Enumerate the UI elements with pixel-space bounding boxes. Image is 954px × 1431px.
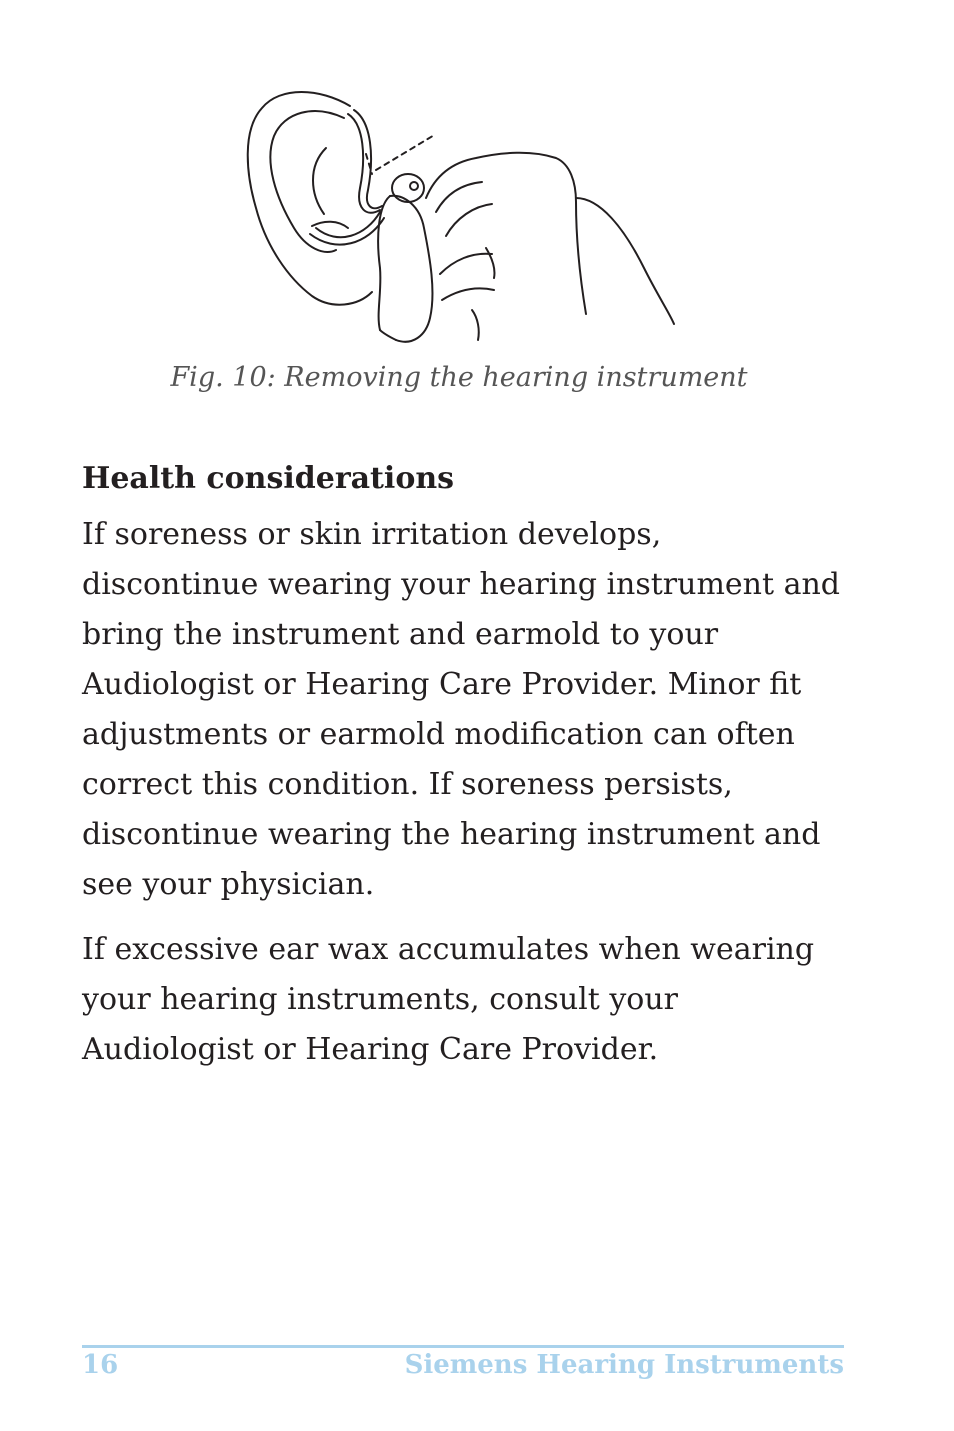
text-line: If soreness or skin irritation develops,: [82, 517, 662, 552]
text-line: discontinue wearing your hearing instrument and: [82, 567, 840, 602]
text-line: your hearing instruments, consult your: [82, 982, 679, 1017]
text-line: discontinue wearing the hearing instrument and: [82, 817, 821, 852]
footer-brand: Siemens Hearing Instruments: [404, 1350, 844, 1380]
text-line: Audiologist or Hearing Care Provider.: [82, 1032, 659, 1067]
text-line: If excessive ear wax accumulates when wearing: [82, 932, 815, 967]
text-line: see your physician.: [82, 867, 375, 902]
section-heading: Health considerations: [82, 461, 455, 496]
text-line: Audiologist or Hearing Care Provider. Minor fit: [82, 667, 802, 702]
paragraph-soreness: [82, 510, 872, 910]
figure-caption: Fig. 10: Removing the hearing instrument: [170, 362, 748, 393]
text-line: adjustments or earmold modification can often: [82, 717, 795, 752]
paragraph-ear-wax: [82, 925, 872, 1075]
footer-divider: [82, 1345, 844, 1348]
page-number: 16: [82, 1350, 119, 1380]
ear-removal-illustration: [240, 78, 680, 350]
text-line: correct this condition. If soreness persists,: [82, 767, 733, 802]
text-line: bring the instrument and earmold to your: [82, 617, 719, 652]
